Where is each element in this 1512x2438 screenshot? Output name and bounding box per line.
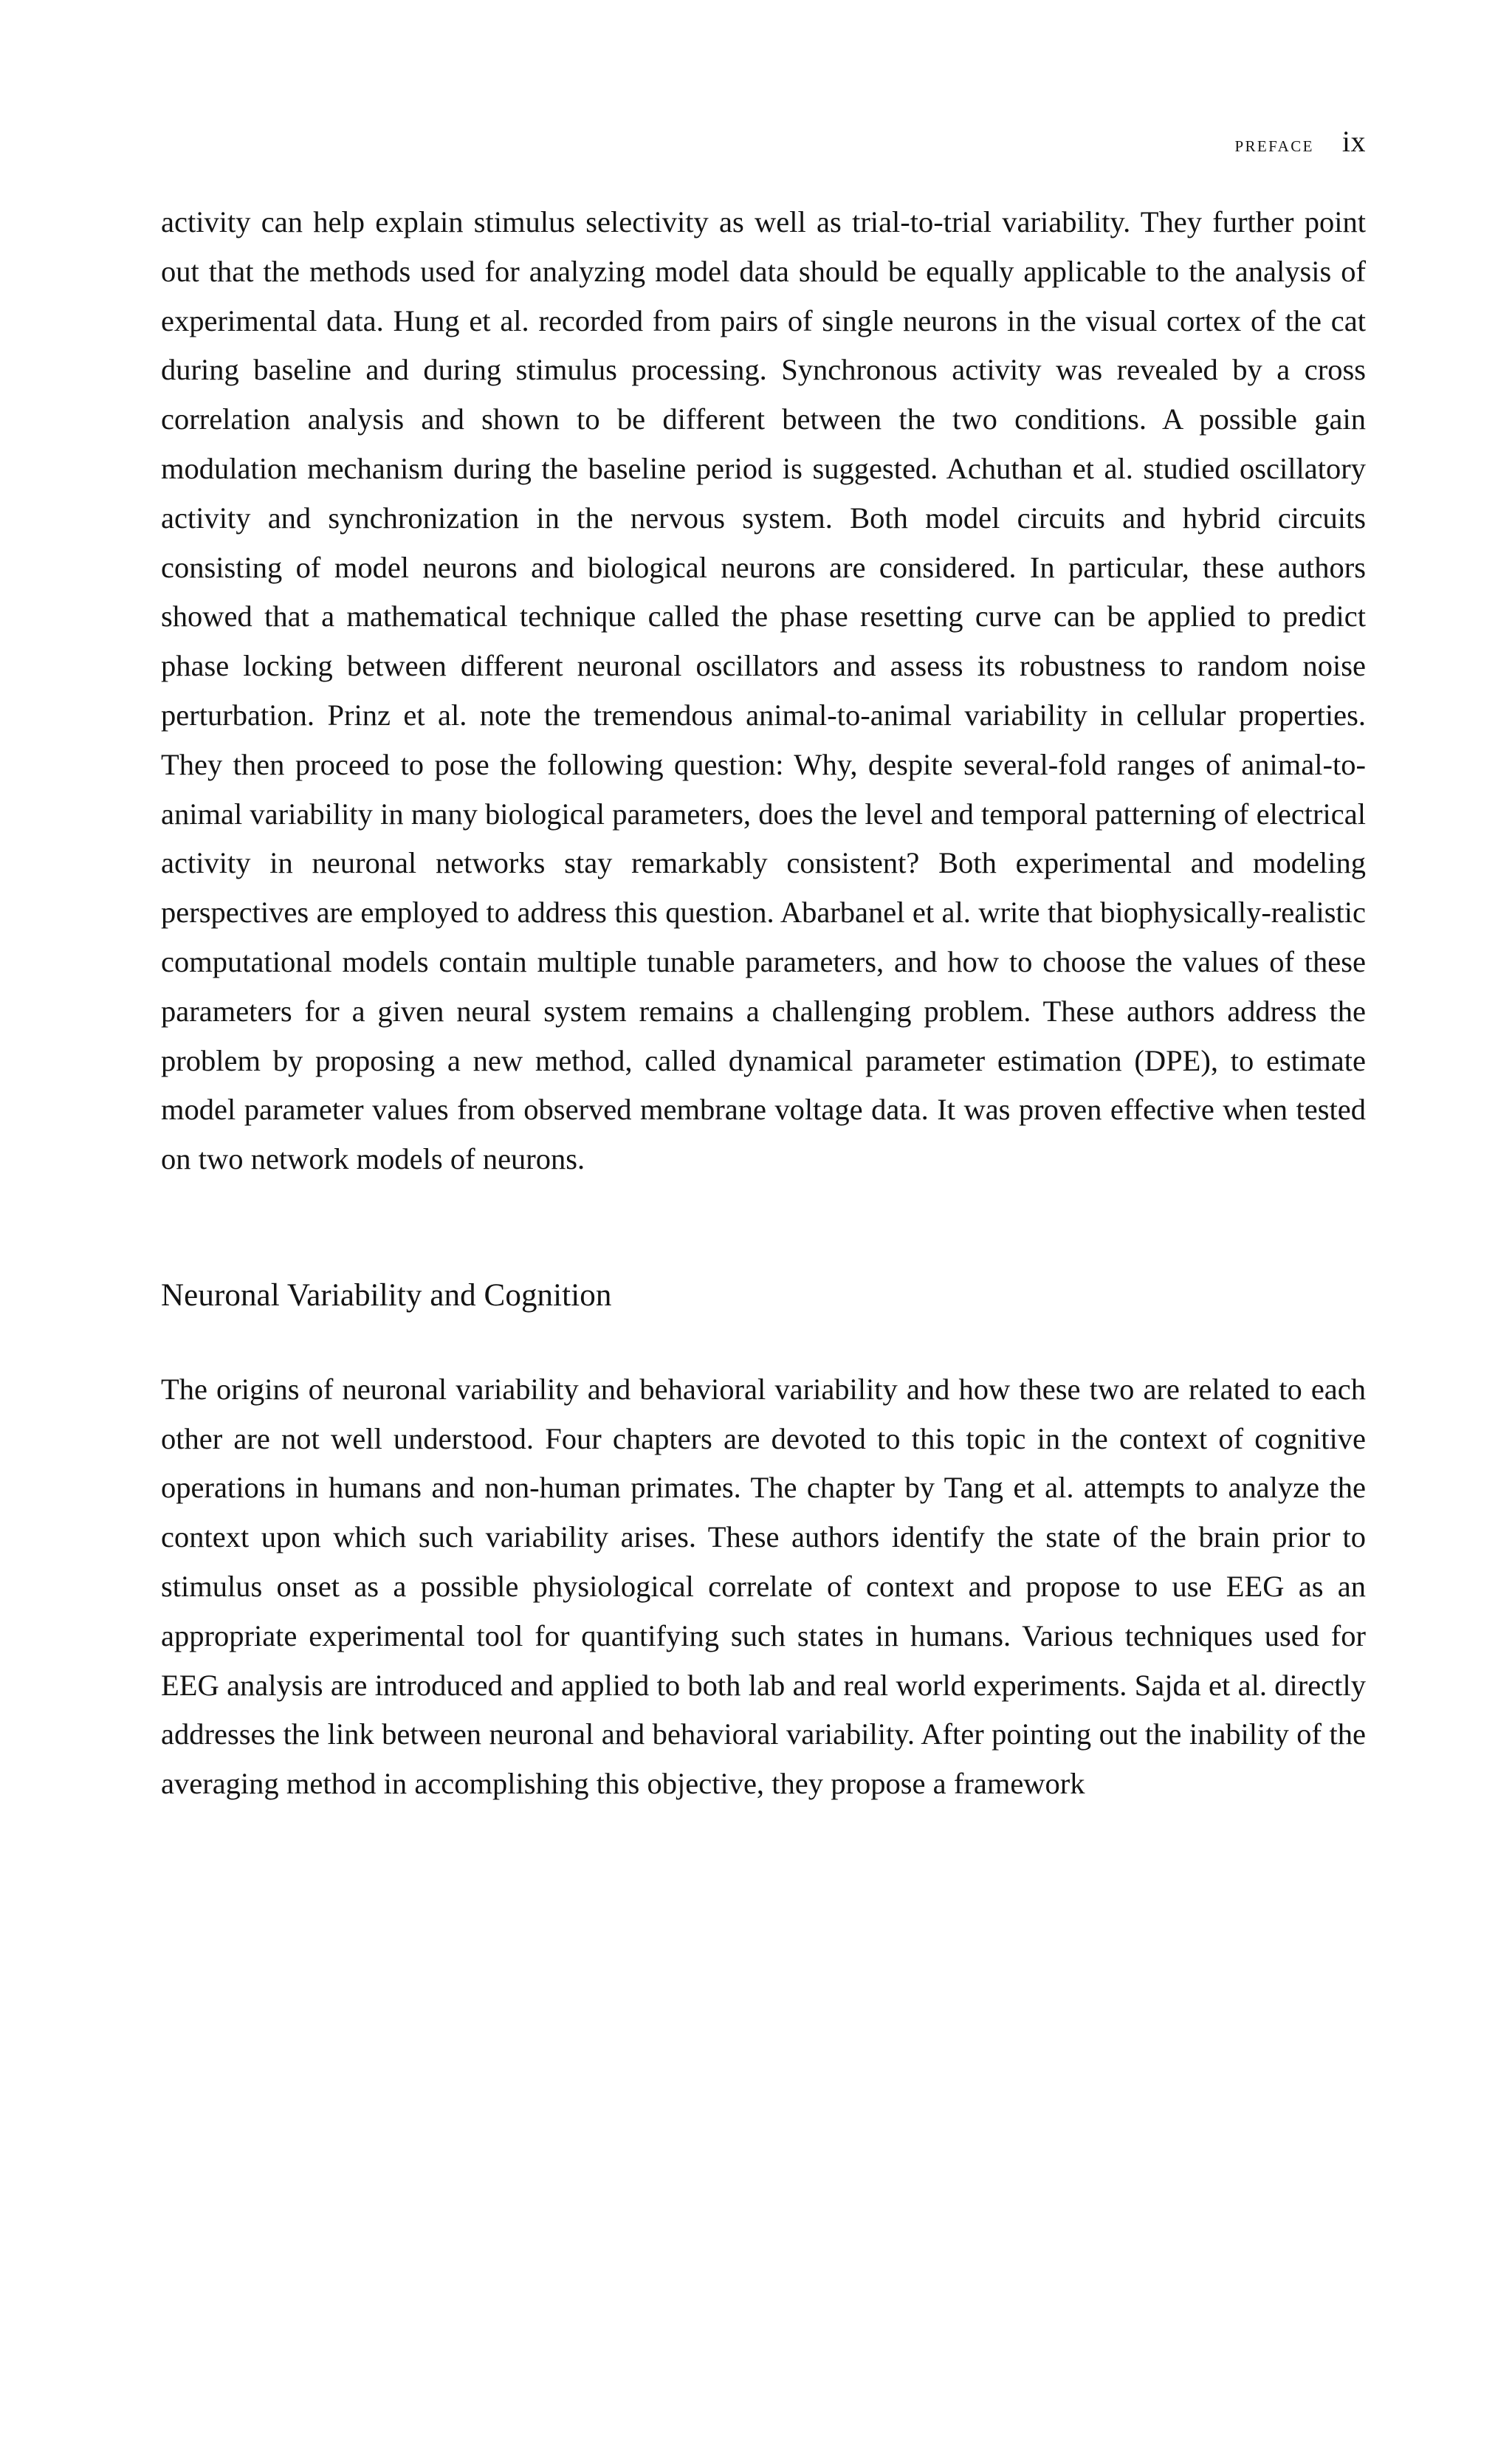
heading-spacer-below [161,1321,1366,1365]
section-heading: Neuronal Variability and Cognition [161,1277,612,1313]
text-column [161,198,1366,1809]
paragraph-continued: activity can help explain stimulus selectivity as well as trial-to-trial variability. They further point out that the methods used for analyzing model data should be equally applicable to the analysis of experimental data. Hung et al. recorded from pairs of single neurons in the visual cortex of the cat during baseline and during stimulus processing. Synchronous activity was revealed by a cross correlation analysis and shown to be different between the two conditions. A possible gain modulation mechanism during the baseline period is suggested. Achuthan et al. studied oscillatory activity and synchronization in the nervous system. Both model circuits and hybrid circuits consisting of model neurons and biological neurons are considered. In particular, these authors showed that a mathematical technique called the phase resetting curve can be applied to predict phase locking between different neuronal oscillators and assess its robustness to random noise perturbation. Prinz et al. note the tremendous animal-to-animal variability in cellular properties. They then proceed to pose the following question: Why, despite several-fold ranges of animal-to-animal variability in many biological parameters, does the level and temporal patterning of electrical activity in neuronal networks stay remarkably consistent? Both experimental and modeling perspectives are employed to address this question. Abarbanel et al. write that biophysically-realistic computational models contain multiple tunable parameters, and how to choose the values of these parameters for a given neural system remains a challenging problem. These authors address the problem by proposing a new method, called dynamical parameter estimation (DPE), to estimate model parameter values from observed membrane voltage data. It was proven effective when tested on two network models of neurons. [161,205,1366,1176]
page-number: ix [1341,125,1366,158]
paragraph-after-heading: The origins of neuronal variability and behavioral variability and how these two are related to each other are not well understood. Four chapters are devoted to this topic in the context of cognitive operations in humans and non-human primates. The chapter by Tang et al. attempts to analyze the context upon which such variability arises. These authors identify the state of the brain prior to stimulus onset as a possible physiological correlate of context and propose to use EEG as an appropriate experimental tool for quantifying such states in humans. Various techniques used for EEG analysis are introduced and applied to both lab and real world experiments. Sajda et al. directly addresses the link between neuronal and behavioral variability. After pointing out the inability of the averaging method in accomplishing this objective, they propose a framework [161,1372,1366,1801]
running-head [161,124,1366,165]
running-head-label: preface [1234,132,1314,157]
heading-spacer-above [161,1184,1366,1271]
